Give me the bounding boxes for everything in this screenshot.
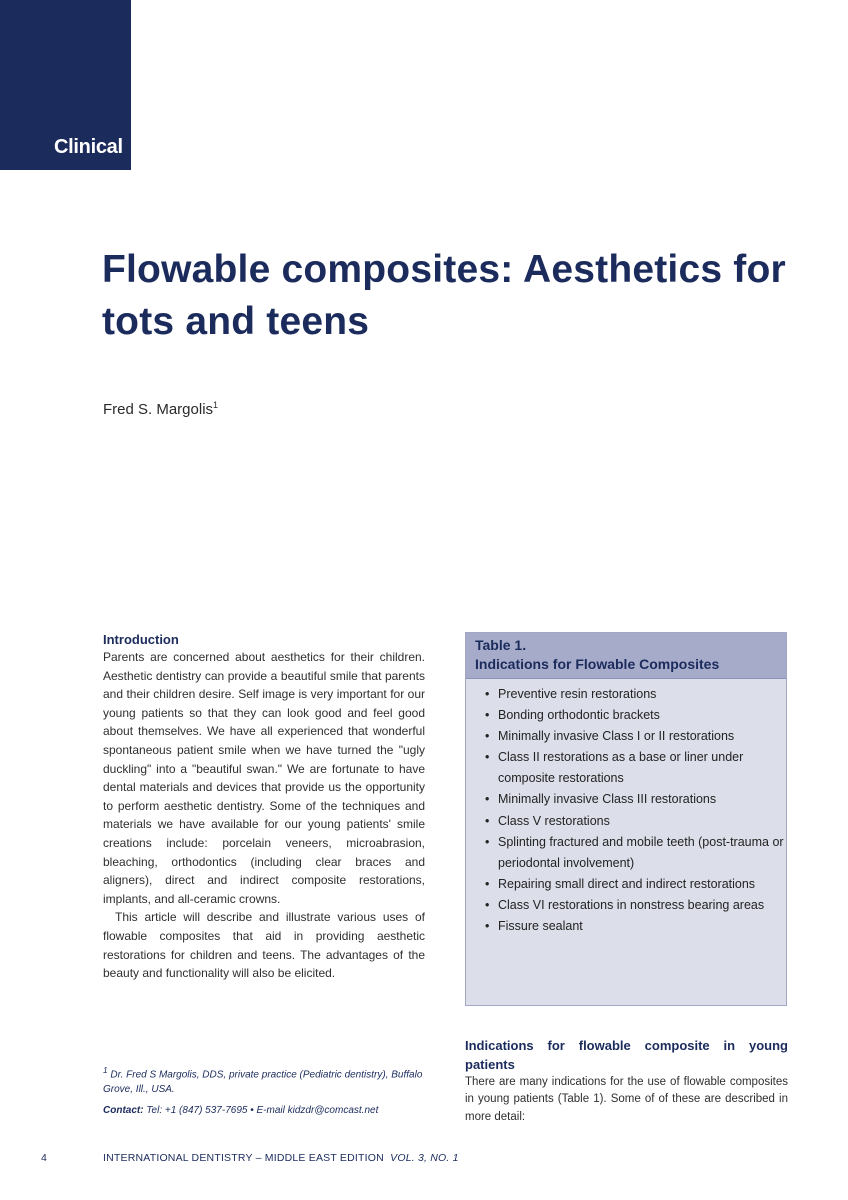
- journal-title: INTERNATIONAL DENTISTRY – MIDDLE EAST EDITION: [103, 1152, 384, 1164]
- table-list-item: • Repairing small direct and indirect restorations: [485, 874, 786, 895]
- table-list-item: • Fissure sealant: [485, 916, 786, 937]
- table-list-item: • Minimally invasive Class III restorations: [485, 789, 786, 810]
- table-list-item: • Splinting fractured and mobile teeth (post-trauma or periodontal involvement): [485, 832, 786, 874]
- table-list-item: • Class V restorations: [485, 811, 786, 832]
- section-label: Clinical: [54, 136, 123, 158]
- indications-paragraph: There are many indications for the use of flowable composites in young patients (Table 1). Some of of these are described in more detail:: [465, 1076, 788, 1123]
- table-list-item: • Bonding orthodontic brackets: [485, 705, 786, 726]
- table-list-item: • Class VI restorations in nonstress bearing areas: [485, 895, 786, 916]
- table-list: [466, 679, 786, 937]
- indications-table: [465, 632, 787, 1006]
- contact-details: Tel: +1 (847) 537-7695 • E-mail kidzdr@comcast.net: [146, 1105, 379, 1116]
- indications-heading: Indications for flowable composite in young patients: [465, 1038, 788, 1072]
- contact-info: [103, 1104, 433, 1118]
- page-footer: [0, 1150, 848, 1170]
- article-title: Flowable composites: Aesthetics for tots and teens: [102, 248, 786, 343]
- introduction-heading: Introduction: [103, 632, 179, 647]
- page-number: 4: [41, 1152, 47, 1164]
- author-footnote-marker: 1: [213, 400, 219, 410]
- journal-name: [103, 1152, 459, 1164]
- table-caption: Indications for Flowable Composites: [475, 656, 720, 672]
- author-byline: [103, 400, 218, 418]
- author-footnote: [103, 1063, 423, 1097]
- table-header: [466, 633, 786, 679]
- footnote-text: Dr. Fred S Margolis, DDS, private practice (Pediatric dentistry), Buffalo Grove, Ill., USA.: [103, 1069, 423, 1096]
- introduction-paragraph-1: Parents are concerned about aesthetics for their children. Aesthetic dentistry can provide a beautiful smile that parents and their children desire. Self image is very important for our young patients so that they can look good and feel good about themselves. We have all experienced that wonderful spontaneous patient smile when we have turned the "ugly duckling" into a "beautiful swan." We are fortunate to have dental materials and devices that provide us the opportunity to perform aesthetic dentistry. Some of the techniques and materials we have available for our young patients' smile creations include: porcelain veneers, microabrasion, bleaching, orthodontics (including clear braces and aligners), direct and indirect composite restorations, implants, and all-ceramic crowns.: [103, 650, 425, 906]
- contact-label: Contact:: [103, 1105, 144, 1116]
- footnote-marker: 1: [103, 1065, 108, 1075]
- author-name: Fred S. Margolis: [103, 401, 214, 418]
- table-list-item: • Minimally invasive Class I or II restorations: [485, 726, 786, 747]
- indications-section: [465, 1036, 788, 1126]
- introduction-section: [103, 631, 425, 983]
- section-tab: [0, 0, 131, 170]
- journal-volume: VOL. 3, NO. 1: [390, 1152, 459, 1164]
- table-list-item: • Preventive resin restorations: [485, 684, 786, 705]
- introduction-paragraph-2: This article will describe and illustrate various uses of flowable composites that aid in providing aesthetic restorations for children and teens. The advantages of the beauty and functionality will also be elicited.: [103, 910, 425, 981]
- table-list-item: • Class II restorations as a base or liner under composite restorations: [485, 747, 786, 789]
- table-label: Table 1.: [475, 637, 527, 653]
